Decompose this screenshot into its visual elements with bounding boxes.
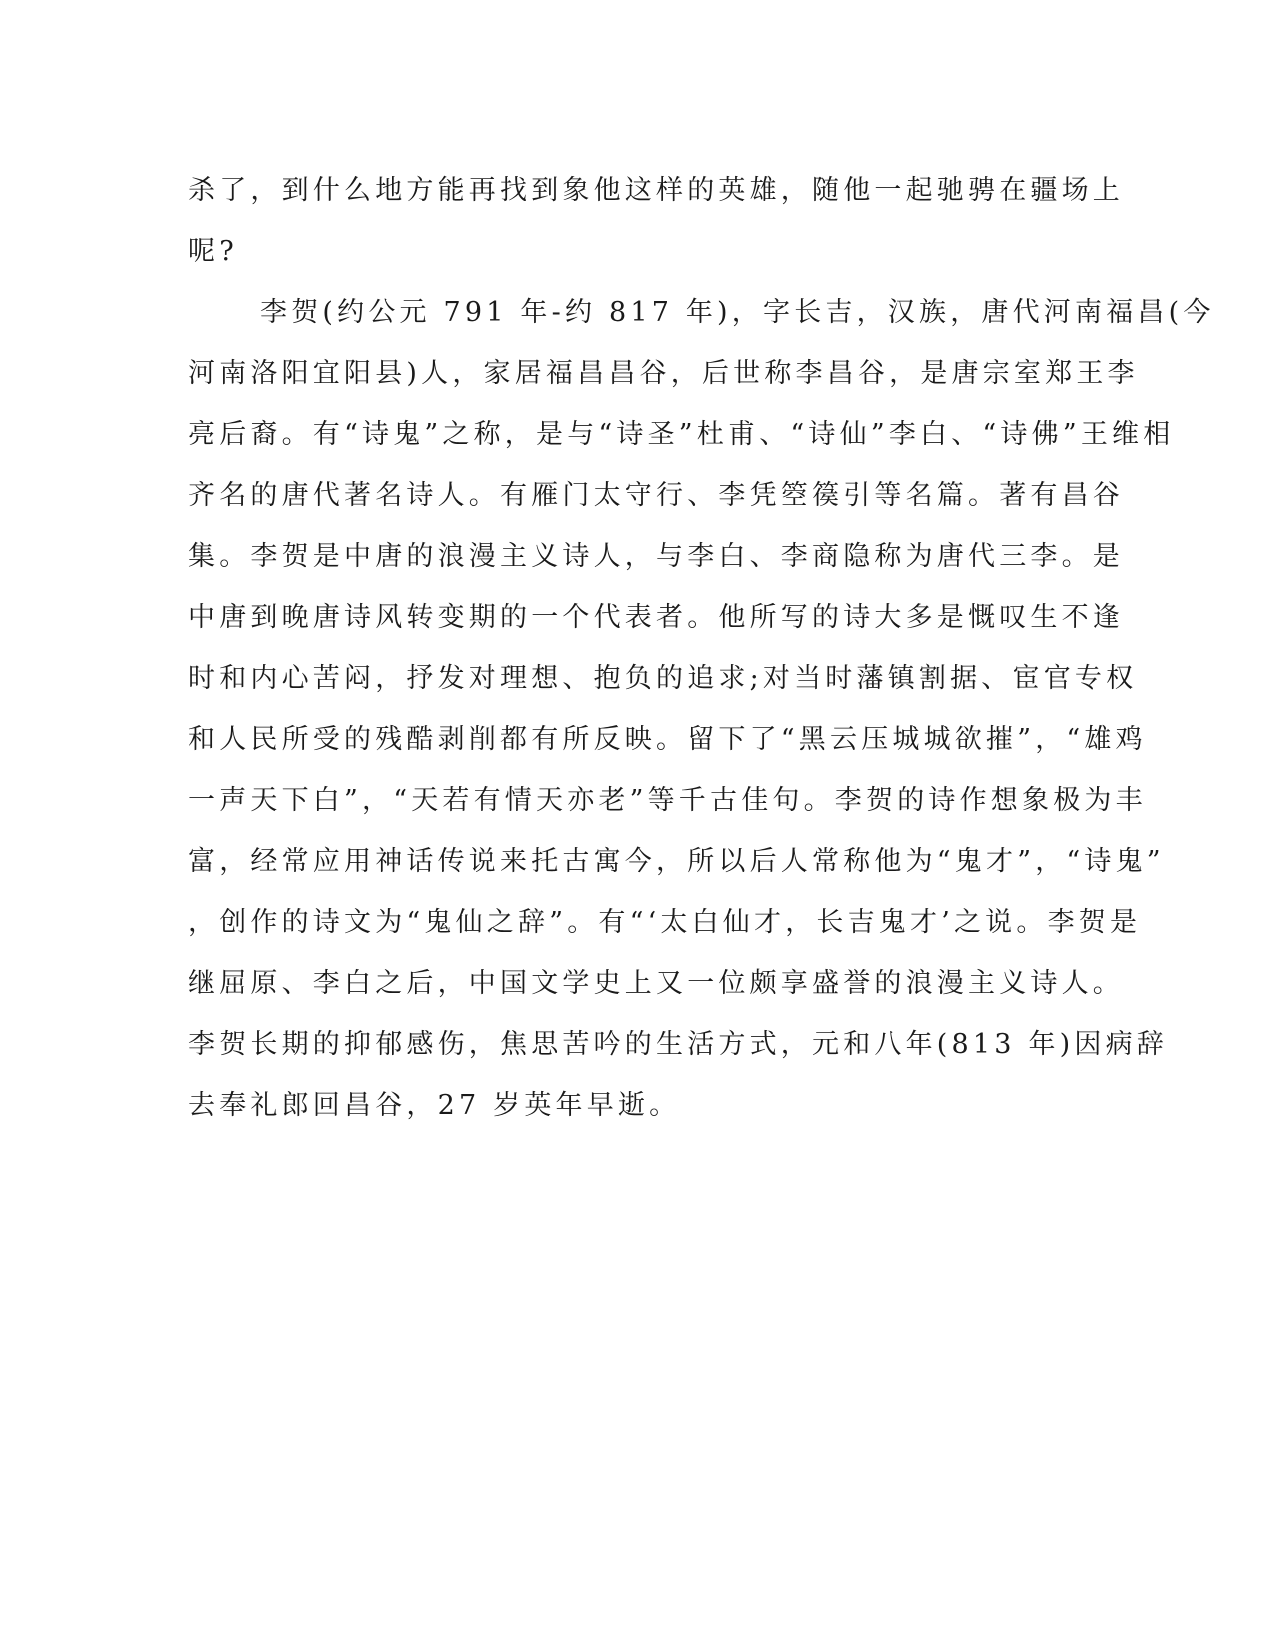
text-line: 齐名的唐代著名诗人。有雁门太守行、李凭箜篌引等名篇。著有昌谷 <box>188 480 1124 511</box>
text-line: 时和内心苦闷，抒发对理想、抱负的追求;对当时藩镇割据、宦官专权 <box>188 663 1138 694</box>
text-line: 河南洛阳宜阳县)人，家居福昌昌谷，后世称李昌谷，是唐宗室郑王李 <box>188 358 1139 389</box>
text-line: 继屈原、李白之后，中国文学史上又一位颇享盛誉的浪漫主义诗人。 <box>188 968 1124 999</box>
text-line: 去奉礼郎回昌谷，27 岁英年早逝。 <box>188 1090 681 1121</box>
text-line: 李贺长期的抑郁感伤，焦思苦吟的生活方式，元和八年(813 年)因病辞 <box>188 1029 1168 1060</box>
text-line: 集。李贺是中唐的浪漫主义诗人，与李白、李商隐称为唐代三李。是 <box>188 541 1124 572</box>
text-line: 呢? <box>188 236 238 267</box>
text-line: 亮后裔。有“诗鬼”之称，是与“诗圣”杜甫、“诗仙”李白、“诗佛”王维相 <box>188 419 1175 450</box>
text-line: 一声天下白”，“天若有情天亦老”等千古佳句。李贺的诗作想象极为丰 <box>188 785 1147 816</box>
paragraph-first-line: 李贺(约公元 791 年-约 817 年)，字长吉，汉族，唐代河南福昌(今 <box>260 297 1215 328</box>
text-line: ，创作的诗文为“鬼仙之辞”。有“‘太白仙才，长吉鬼才’之说。李贺是 <box>188 907 1142 938</box>
text-line: 富，经常应用神话传说来托古寓今，所以后人常称他为“鬼才”，“诗鬼” <box>188 846 1165 877</box>
text-line: 中唐到晚唐诗风转变期的一个代表者。他所写的诗大多是慨叹生不逢 <box>188 602 1124 633</box>
text-line: 杀了，到什么地方能再找到象他这样的英雄，随他一起驰骋在疆场上 <box>188 175 1124 206</box>
document-body <box>188 160 1215 1136</box>
text-line: 和人民所受的残酷剥削都有所反映。留下了“黑云压城城欲摧”，“雄鸡 <box>188 724 1147 755</box>
